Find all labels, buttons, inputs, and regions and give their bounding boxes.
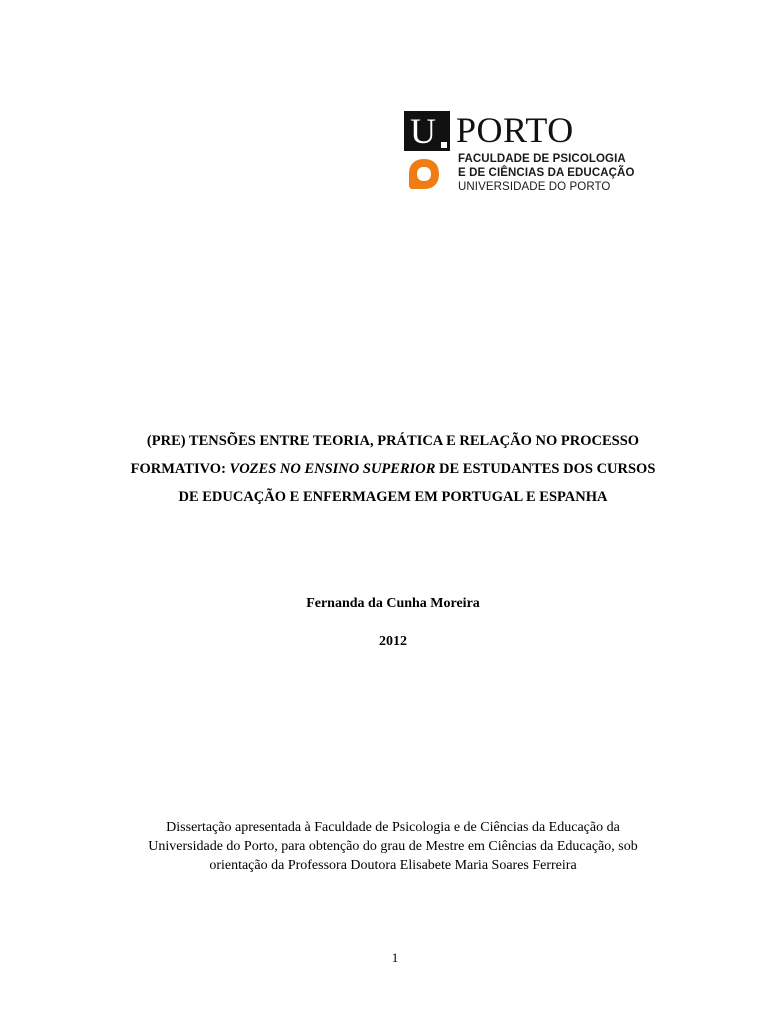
logo-faculty-line2: E DE CIÊNCIAS DA EDUCAÇÃO [458, 167, 635, 179]
logo-wordmark: PORTO [456, 110, 574, 150]
title-line-1: (PRE) TENSÕES ENTRE TEORIA, PRÁTICA E RELAÇÃO NO PROCESSO [146, 433, 640, 449]
title-line-2-prefix: FORMATIVO: [130, 461, 230, 477]
logo-faculty-line1: FACULDADE DE PSICOLOGIA [458, 153, 626, 165]
logo-u-mark: U [404, 111, 450, 151]
title-line-2 [100, 455, 686, 483]
logo-u-dot [441, 142, 447, 148]
title-line-2-suffix: DE ESTUDANTES DOS CURSOS [435, 461, 656, 477]
dissertation-line-2: Universidade do Porto, para obtenção do grau de Mestre em Ciências da Educação, sob [148, 839, 638, 854]
university-logo [404, 109, 644, 201]
year: 2012 [379, 634, 407, 649]
dissertation-line-1: Dissertação apresentada à Faculdade de Psicologia e de Ciências da Educação da [166, 820, 620, 835]
document-title [100, 427, 686, 511]
author-name: Fernanda da Cunha Moreira [306, 596, 480, 611]
page-number: 1 [391, 950, 399, 965]
logo-faculty-text [458, 152, 635, 194]
title-line-2-italic: VOZES NO ENSINO SUPERIOR [229, 461, 436, 477]
dissertation-statement [100, 818, 686, 875]
dissertation-line-3: orientação da Professora Doutora Elisabete Maria Soares Ferreira [209, 858, 577, 873]
title-line-3: DE EDUCAÇÃO E ENFERMAGEM EM PORTUGAL E ESPANHA [178, 489, 608, 505]
logo-ring-icon [406, 156, 442, 192]
logo-university: UNIVERSIDADE DO PORTO [458, 181, 611, 193]
